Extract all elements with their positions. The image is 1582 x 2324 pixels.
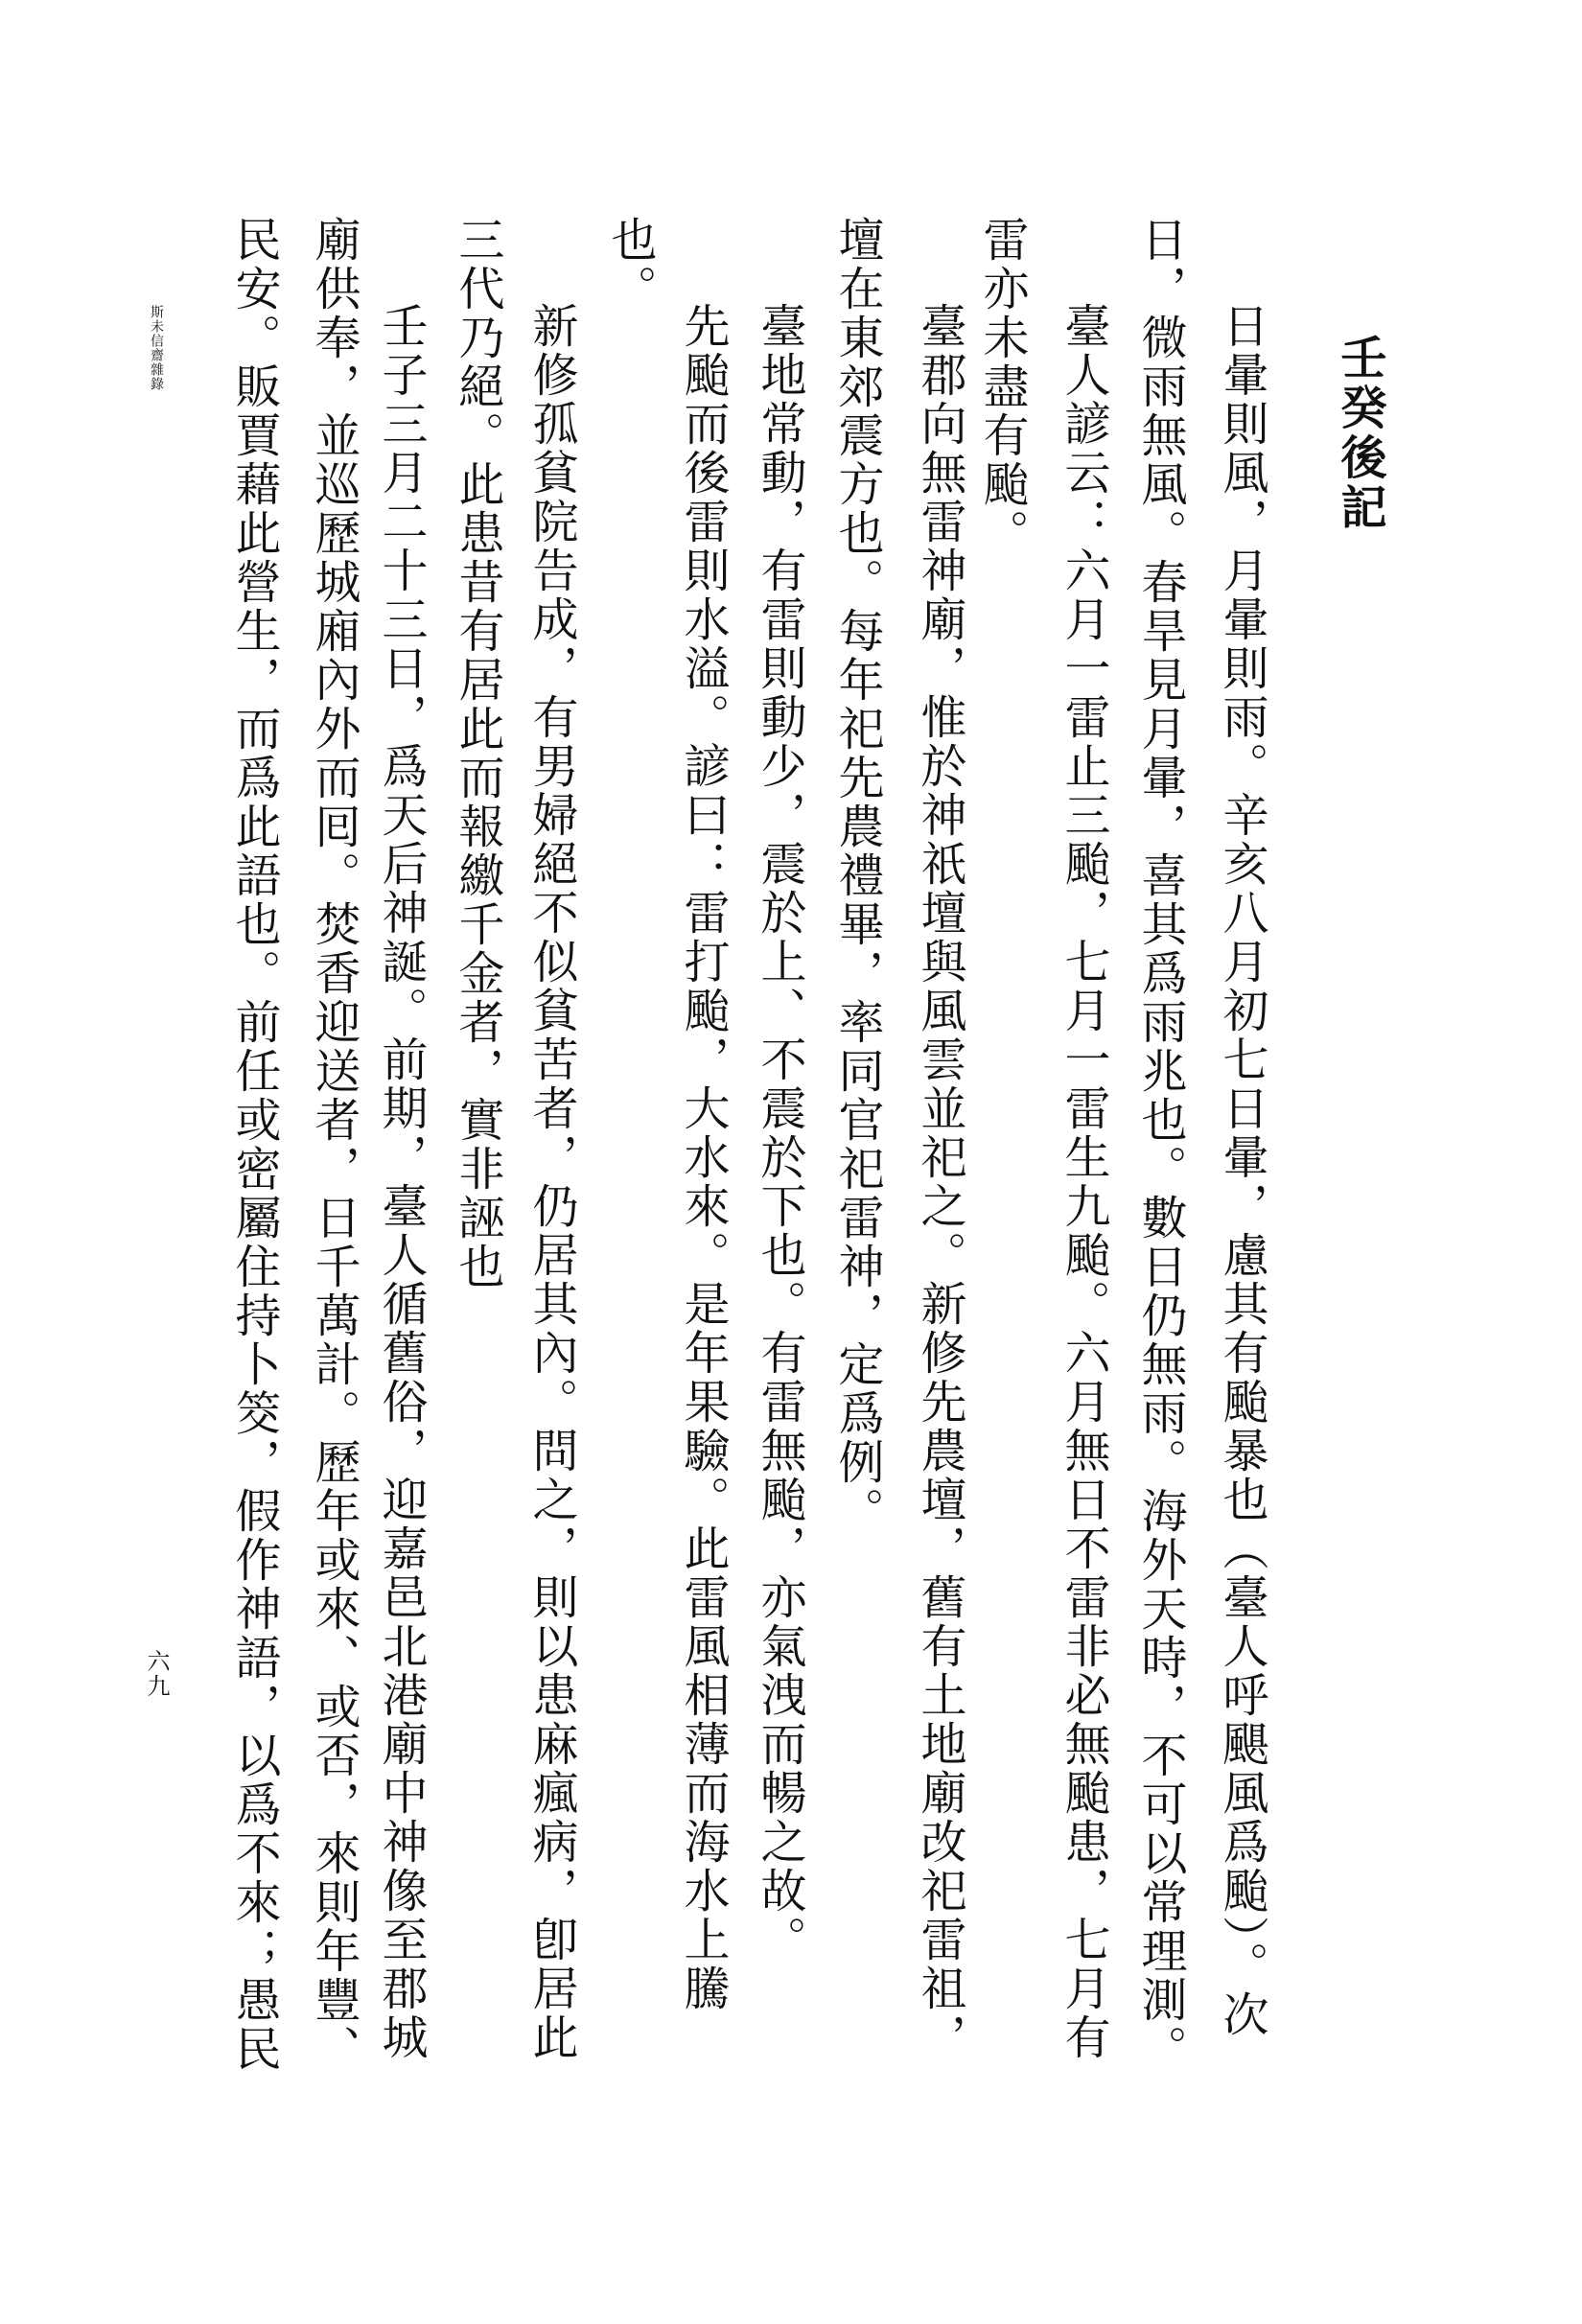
text-column-6: 壇在東郊震方也。每年祀先農禮畢，率同官祀雷神，定爲例。 bbox=[830, 216, 884, 1536]
text-column-14: 民安。販賈藉此營生，而爲此語也。前任或密屬住持卜筊，假作神語，以爲不來；愚民 bbox=[227, 216, 281, 2074]
text-column-3: 臺人諺云：六月一雷止三颱，七月一雷生九颱。六月無日不雷非必無颱患，七月有 bbox=[1057, 302, 1110, 2062]
text-column-7: 臺地常動，有雷則動少，震於上、不震於下也。有雷無颱，亦氣洩而暢之故。 bbox=[753, 302, 806, 1964]
book-title-margin-label: 斯未信齋雜錄 bbox=[149, 305, 164, 391]
text-column-1: 日暈則風，月暈則雨。辛亥八月初七日暈，慮其有颱暴也（臺人呼颶風爲颱）。次 bbox=[1215, 302, 1268, 2039]
page-number: 六九 bbox=[143, 1649, 170, 1699]
text-column-13: 廟供奉，並巡歷城廂內外而囘。焚香迎送者，日千萬計。歷年或來、或否，來則年豐、 bbox=[307, 216, 361, 2074]
text-column-10: 新修孤貧院告成，有男婦絕不似貧苦者，仍居其內。問之，則以患麻瘋病，卽居此 bbox=[524, 302, 578, 2062]
text-column-4: 雷亦未盡有颱。 bbox=[975, 216, 1029, 558]
chapter-title: 壬癸後記 bbox=[1333, 334, 1386, 533]
text-column-9: 也。 bbox=[603, 216, 657, 314]
text-column-12: 壬子三月二十三日，爲天后神誕。前期，臺人循舊俗，迎嘉邑北港廟中神像至郡城 bbox=[374, 302, 428, 2062]
text-column-5: 臺郡向無雷神廟，惟於神祇壇與風雲並祀之。新修先農壇，舊有土地廟改祀雷祖， bbox=[913, 302, 966, 2062]
text-column-2: 日，微雨無風。春旱見月暈，喜其爲雨兆也。數日仍無雨。海外天時，不可以常理測。 bbox=[1133, 216, 1187, 2074]
text-column-11: 三代乃絕。此患昔有居此而報繳千金者，實非誣也 bbox=[451, 216, 504, 1291]
text-column-8: 先颱而後雷則水溢。諺曰：雷打颱，大水來。是年果驗。此雷風相薄而海水上騰 bbox=[676, 302, 730, 2013]
